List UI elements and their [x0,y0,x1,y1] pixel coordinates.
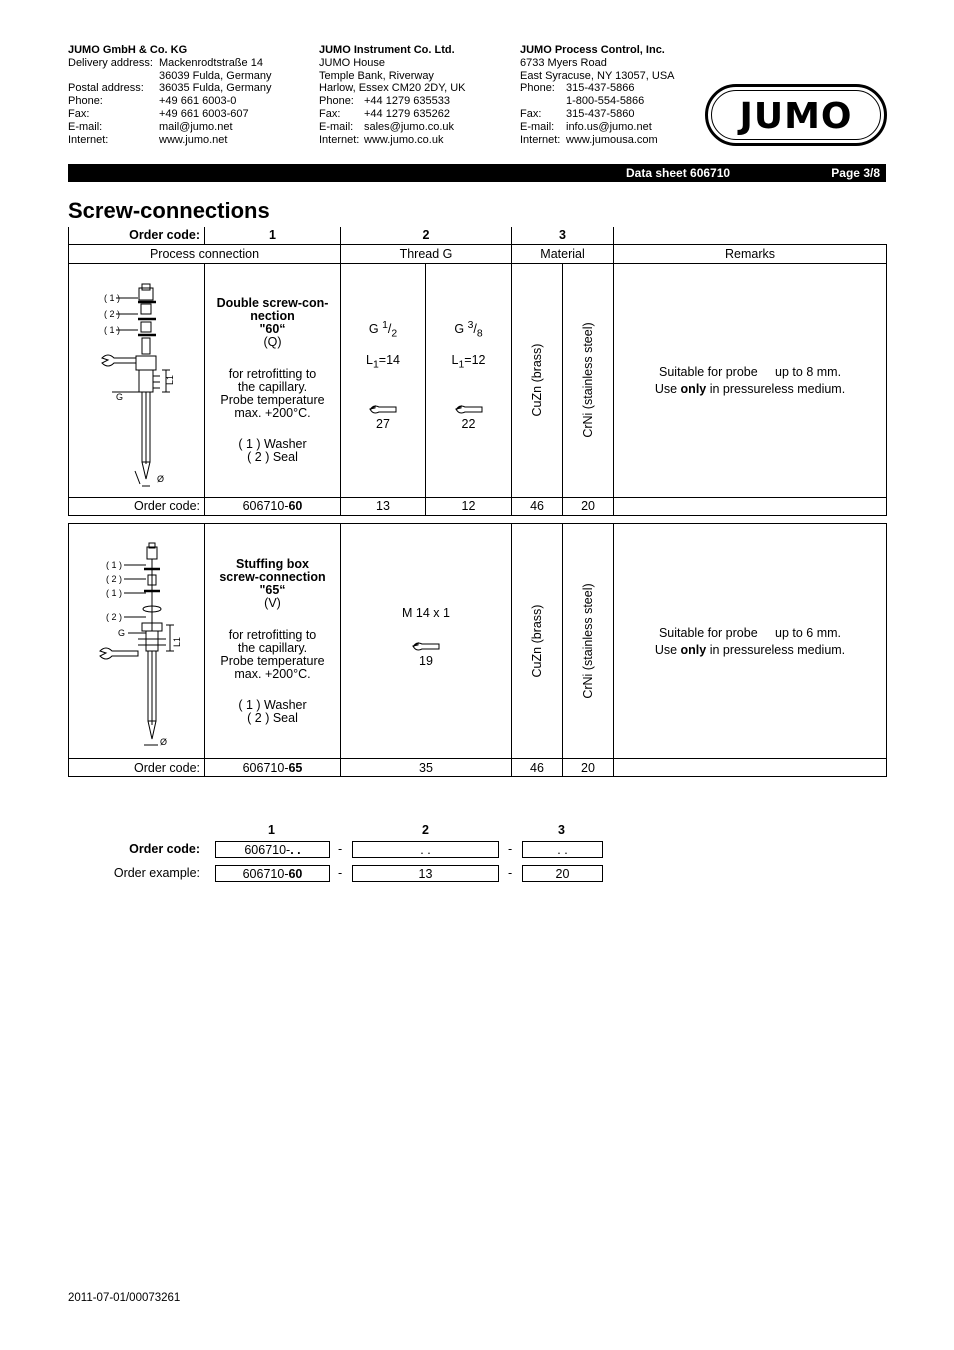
desc-line: Probe temperature [220,392,325,407]
order-col-1: 1 [268,823,275,837]
material-stainless: CrNi (stainless steel) [563,263,614,497]
connection-name: Stuffing box [236,556,309,571]
wrench-icon [368,403,398,417]
description-65 [205,524,341,759]
wrench-size: 19 [419,654,433,668]
address-line: 1-800-554-5866 [566,95,645,108]
address-line: Internet: www.jumo.net [68,133,228,146]
order-example-label: Order example: [113,866,200,880]
address-line: Phone: +49 661 6003-0 [68,95,237,108]
wrench-icon [454,403,484,417]
order-code-thread: 35 [341,759,512,777]
address-line: 6733 Myers Road [520,56,607,69]
svg-text:( 1 ): ( 1 ) [103,292,120,303]
dash: - [508,866,513,880]
col-1-header: 1 [205,227,341,244]
order-col-2: 2 [422,823,429,837]
header-bar [68,164,886,182]
thread-m14 [341,524,512,759]
order-example-box-3: 20 [522,865,603,882]
connection-letter: (V) [264,595,281,610]
address-line: Temple Bank, Riverway [319,69,434,82]
washer-label: ( 1 ) Washer [238,436,307,451]
screw-connection-drawing [72,264,202,494]
screw-connection-table-65 [68,523,887,777]
order-code-mat-1: 46 [512,497,563,515]
thread-g-half: G $^1/_2$ $L_1=14$ 27 [341,263,426,497]
address-line: JUMO House [319,56,386,69]
remarks-header: Remarks [614,244,887,263]
order-code-box-2: . . [352,841,499,858]
svg-text:L1: L1 [171,636,182,647]
page-title: Screw-connections [68,198,270,223]
seal-label: ( 2 ) Seal [247,449,298,464]
order-code-blank [614,759,887,777]
company-name: JUMO Process Control, Inc. [520,44,665,56]
wrench-size: 27 [376,416,390,431]
address-line: E-mail: sales@jumo.co.uk [319,120,455,133]
address-jumo-process-control [520,44,675,146]
order-code-box-1: 606710-. . [215,841,330,858]
svg-text:( 1 ): ( 1 ) [105,587,122,598]
blank-header [614,227,887,244]
desc-line: for retrofitting to [228,366,317,381]
order-code-thread-1: 13 [341,497,426,515]
connection-name-2: nection [250,308,295,323]
thread-value: M 14 x 1 [402,606,450,620]
material-header: Material [512,244,614,263]
address-line: East Syracuse, NY 13057, USA [520,69,675,82]
address-line: Postal address: 36035 Fulda, Germany [68,82,272,95]
svg-text:Ø: Ø [156,473,164,484]
dash: - [338,842,343,856]
address-line: Internet: www.jumo.co.uk [319,133,444,146]
wrench-icon [411,640,441,654]
wrench-size: 22 [461,416,476,431]
order-col-3: 3 [558,823,565,837]
thread-header: Thread G [341,244,512,263]
order-code-thread-2: 12 [426,497,512,515]
remarks-60: Suitable for probe up to 8 mm. Use only in pressureless medium. [614,263,887,497]
address-jumo-gmbh [68,44,272,146]
dash: - [508,842,513,856]
company-name: JUMO Instrument Co. Ltd. [319,44,455,56]
svg-text:( 2 ): ( 2 ) [105,573,122,584]
address-line: Phone: 315-437-5866 [520,82,635,95]
order-code-label: Order code: [69,759,205,777]
connection-name: Double screw-con- [216,295,329,310]
connection-code: "60“ [259,321,286,336]
material-stainless: CrNi (stainless steel) [563,524,614,759]
connection-letter: (Q) [263,334,282,349]
address-jumo-instrument [319,44,466,146]
order-code-mat-2: 20 [563,759,614,777]
svg-text:( 2 ): ( 2 ) [105,611,122,622]
address-line: Fax: +49 661 6003-607 [68,107,249,120]
svg-text:( 1 ): ( 1 ) [105,559,122,570]
logo-text: JUMO [739,96,853,137]
order-code-label: Order code: [129,842,200,856]
address-line: Phone: +44 1279 635533 [319,95,450,108]
drawing-stuffing-box-65 [69,524,205,759]
svg-text:L1: L1 [164,374,175,385]
address-line: E-mail: info.us@jumo.net [520,120,652,133]
col-3-header: 3 [512,227,614,244]
order-code-mat-2: 20 [563,497,614,515]
material-brass: CuZn (brass) [512,524,563,759]
order-code-60: 606710-60 [205,497,341,515]
address-line: Delivery address: Mackenrodtstraße 14 [68,56,263,69]
description-60 [205,263,341,497]
thread-g-three-eighths: G $^3/_8$ $L_1=12$ 22 [426,263,512,497]
seal-label: ( 2 ) Seal [247,710,298,725]
order-code-mat-1: 46 [512,759,563,777]
address-line: Fax: 315-437-5860 [520,107,635,120]
address-line: Harlow, Essex CM20 2DY, UK [319,82,466,95]
datasheet-number: Data sheet 606710 [626,166,731,180]
order-code-box-3: . . [522,841,603,858]
connection-name-2: screw-connection [219,569,326,584]
order-code-label: Order code: [69,497,205,515]
connection-code: "65“ [259,582,286,597]
process-connection-header: Process connection [69,244,341,263]
col-2-header: 2 [341,227,512,244]
company-name: JUMO GmbH & Co. KG [68,44,188,56]
remarks-65: Suitable for probe up to 6 mm. Use only in pressureless medium. [614,524,887,759]
svg-text:G: G [117,627,125,638]
footer-code: 2011-07-01/00073261 [68,1292,181,1304]
order-example-box-1: 606710-60 [215,865,330,882]
svg-text:( 2 ): ( 2 ) [103,308,120,319]
svg-text:Ø: Ø [159,736,167,747]
desc-line: max. +200°C. [234,666,311,681]
screw-connection-table-60 [68,227,887,516]
desc-line: max. +200°C. [234,405,311,420]
drawing-screw-connection-60 [69,263,205,497]
order-code-65: 606710-65 [205,759,341,777]
page-number: Page 3/8 [831,166,880,180]
order-code-label: Order code: [69,227,205,244]
stuffing-box-drawing [72,525,202,755]
desc-line: Probe temperature [220,653,325,668]
jumo-logo [705,84,887,146]
address-line: E-mail: mail@jumo.net [68,120,233,133]
desc-line: the capillary. [237,379,308,394]
order-code-blank [614,497,887,515]
desc-line: the capillary. [237,640,308,655]
address-line: 36039 Fulda, Germany [159,69,272,82]
washer-label: ( 1 ) Washer [238,697,307,712]
address-line: Internet: www.jumousa.com [520,133,658,146]
material-brass: CuZn (brass) [512,263,563,497]
address-line: Fax: +44 1279 635262 [319,107,450,120]
desc-line: for retrofitting to [228,627,317,642]
svg-text:( 1 ): ( 1 ) [103,324,120,335]
order-example-box-2: 13 [352,865,499,882]
svg-text:G: G [115,391,123,402]
dash: - [338,866,343,880]
